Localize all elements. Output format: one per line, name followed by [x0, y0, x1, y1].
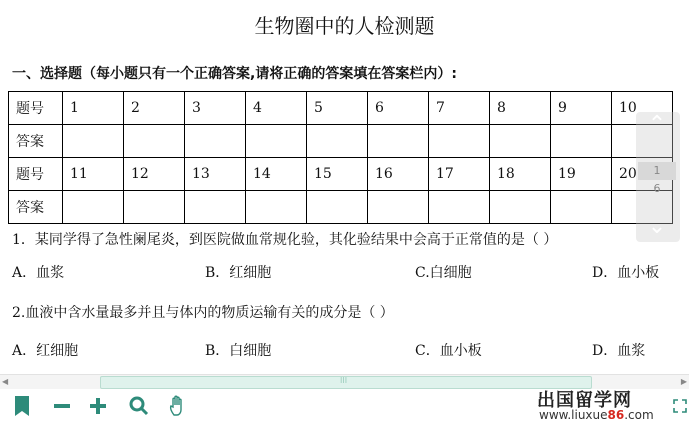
answer-table-cell: 7 [429, 92, 490, 125]
answer-table-row-label: 答案 [9, 191, 63, 224]
watermark-url-prefix: www.liuxue [539, 408, 608, 422]
total-pages: 6 [653, 182, 661, 195]
answer-table-row [9, 191, 673, 224]
search-icon[interactable] [128, 395, 152, 419]
answer-table-cell: 13 [185, 158, 246, 191]
answer-table-cell [185, 191, 246, 224]
scroll-left-icon[interactable]: ◀ [2, 377, 9, 386]
answer-table-cell: 19 [551, 158, 612, 191]
page-title: 生物圈中的人检测题 [254, 14, 435, 38]
answer-table-cell [429, 191, 490, 224]
question-2-option-d: D．血浆 [592, 343, 646, 359]
watermark-site-name: 出国留学网 [537, 390, 632, 411]
answer-table-row [9, 158, 673, 191]
answer-table-cell [63, 191, 124, 224]
answer-table-cell: 17 [429, 158, 490, 191]
fullscreen-icon[interactable] [673, 398, 687, 412]
answer-table-cell: 14 [246, 158, 307, 191]
answer-table-row-label: 题号 [9, 92, 63, 125]
answer-table-cell: 1 [63, 92, 124, 125]
answer-table-cell: 2 [124, 92, 185, 125]
answer-table-cell [429, 125, 490, 158]
answer-table-row-label: 题号 [9, 158, 63, 191]
answer-table-cell [307, 125, 368, 158]
watermark-url-suffix: .com [624, 408, 654, 422]
current-page-number[interactable]: 1 [638, 162, 676, 180]
answer-table-cell [490, 191, 551, 224]
scroll-right-icon[interactable]: ▶ [680, 377, 687, 386]
question-2-option-c: C．血小板 [415, 343, 482, 359]
zoom-in-icon[interactable] [88, 395, 112, 419]
answer-table-cell [490, 125, 551, 158]
answer-table-cell: 16 [368, 158, 429, 191]
hand-icon[interactable] [168, 395, 192, 419]
bookmark-icon[interactable] [12, 395, 36, 419]
answer-table-cell [368, 191, 429, 224]
answer-table-cell: 8 [490, 92, 551, 125]
section-heading: 一、选择题（每小题只有一个正确答案,请将正确的答案填在答案栏内）: [12, 66, 457, 82]
page-down-icon[interactable]: ⌄ [647, 214, 667, 239]
question-1-option-a: A．血浆 [12, 265, 65, 281]
answer-table-cell: 3 [185, 92, 246, 125]
answer-table-cell [551, 191, 612, 224]
scrollbar-grip: III [340, 376, 348, 385]
answer-table [8, 91, 673, 224]
answer-table-cell [551, 125, 612, 158]
answer-table-cell [246, 125, 307, 158]
page-navigator [636, 112, 680, 242]
answer-table-cell: 18 [490, 158, 551, 191]
watermark-url-highlight: 86 [607, 408, 625, 422]
answer-table-cell: 10 [612, 92, 673, 125]
answer-table-cell: 6 [368, 92, 429, 125]
watermark-url [539, 408, 654, 422]
question-1: 1．某同学得了急性阑尾炎，到医院做血常规化验，其化验结果中会高于正常值的是（ ） [12, 232, 558, 248]
answer-table-cell [368, 125, 429, 158]
question-2: 2.血液中含水量最多并且与体内的物质运输有关的成分是（ ） [12, 305, 394, 321]
answer-table-row [9, 92, 673, 125]
answer-table-cell [63, 125, 124, 158]
answer-table-cell [124, 191, 185, 224]
question-2-option-b: B．白细胞 [205, 343, 272, 359]
page-up-icon[interactable]: ⌃ [647, 112, 667, 137]
question-1-option-b: B．红细胞 [205, 265, 272, 281]
answer-table-cell: 5 [307, 92, 368, 125]
answer-table-cell [307, 191, 368, 224]
site-watermark [537, 386, 654, 422]
answer-table-cell: 4 [246, 92, 307, 125]
answer-table-cell: 9 [551, 92, 612, 125]
question-1-option-c: C.白细胞 [415, 265, 472, 281]
answer-table-cell: 11 [63, 158, 124, 191]
answer-table-cell [124, 125, 185, 158]
answer-table-cell [246, 191, 307, 224]
zoom-out-icon[interactable] [52, 395, 76, 419]
answer-table-row [9, 125, 673, 158]
answer-table-cell: 20 [612, 158, 673, 191]
answer-table-cell [185, 125, 246, 158]
answer-table-row-label: 答案 [9, 125, 63, 158]
answer-table-cell: 12 [124, 158, 185, 191]
question-1-option-d: D．血小板 [592, 265, 660, 281]
answer-table-cell: 15 [307, 158, 368, 191]
question-2-option-a: A．红细胞 [12, 343, 79, 359]
